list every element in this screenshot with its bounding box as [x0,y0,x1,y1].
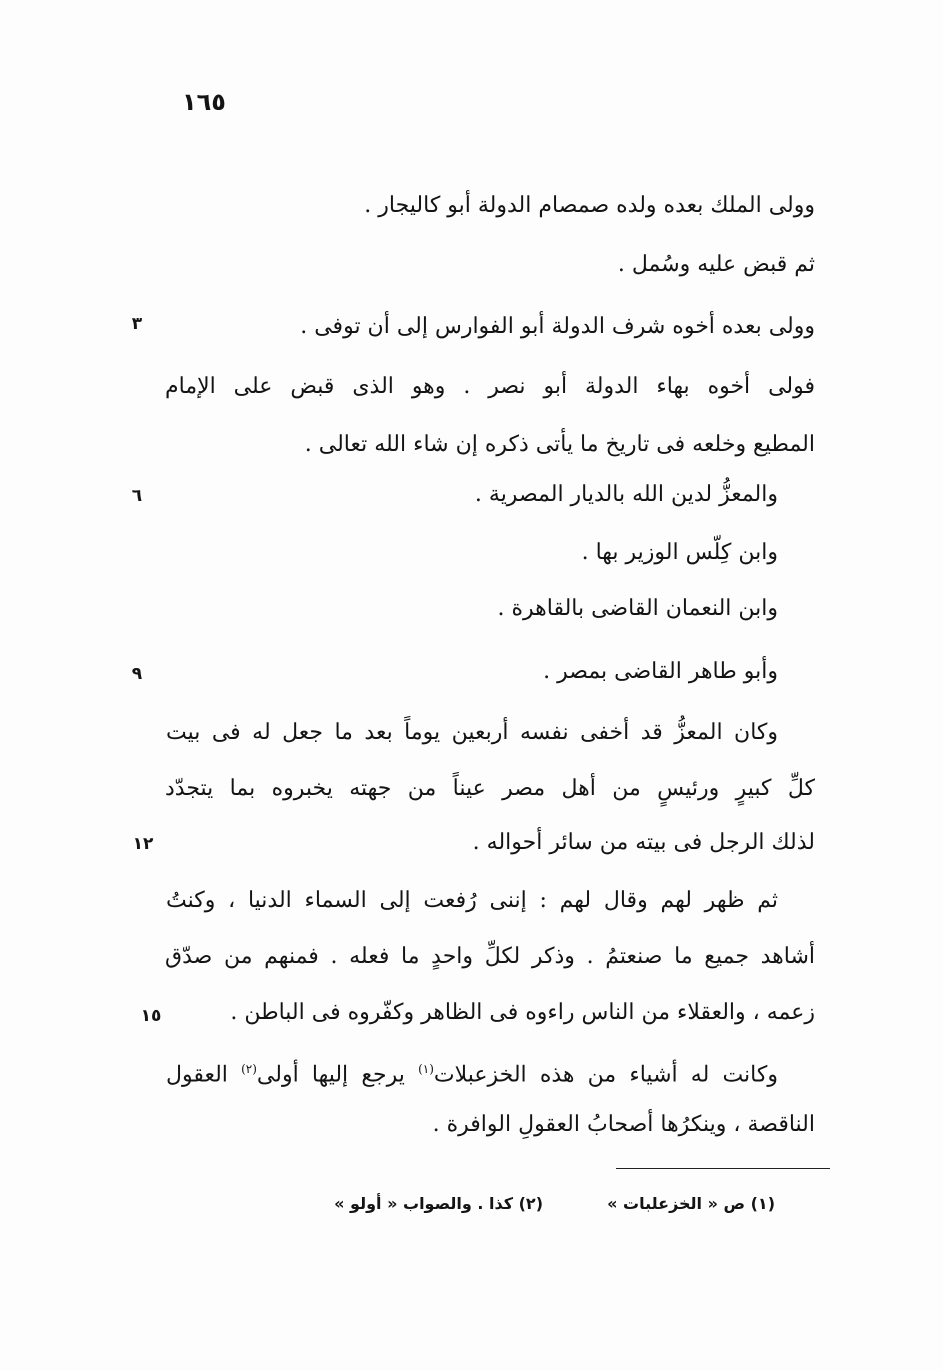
text-line: وابن النعمان القاضى بالقاهرة . [497,596,778,621]
text-line: وكان المعزُّ قد أخفى نفسه أربعين يوماً بعد ما جعل له فى بيت [166,720,778,745]
line-number-marker: ٣ [131,314,143,334]
text-line: وأبو طاهر القاضى بمصر . [543,659,778,684]
text-line-with-notes [166,1054,778,1090]
footnote: (٢) كذا . والصواب « أولو » [334,1194,543,1213]
text-line: فولى أخوه بهاء الدولة أبو نصر . وهو الذى قبض على الإمام [165,374,815,399]
text-line: الناقصة ، وينكرُها أصحابُ العقولِ الوافرة . [432,1112,815,1137]
text-line: وابن كِلّس الوزير بها . [581,540,778,565]
text-segment: يرجع إليها أولى [256,1062,405,1088]
text-line: والمعزُّ لدين الله بالديار المصرية . [474,482,778,507]
text-line: وولى بعده أخوه شرف الدولة أبو الفوارس إلى أن توفى . [300,314,815,339]
text-line: كلِّ كبيرٍ ورئيسٍ من أهل مصر عيناً من جهته يخبروه بما يتجدّد [165,776,815,801]
footnote: (١) ص « الخزعلبات » [607,1194,775,1213]
footnote-ref[interactable]: (٢) [241,1062,257,1076]
text-segment: العقول [166,1062,228,1088]
footnote-divider [616,1168,830,1169]
line-number-marker: ١٢ [132,834,154,854]
text-line: ثم قبض عليه وسُمل . [617,252,815,277]
text-segment: وكانت له أشياء من هذه الخزعبلات [433,1062,778,1088]
text-line: زعمه ، والعقلاء من الناس راءوه فى الظاهر وكفّروه فى الباطن . [230,1000,815,1025]
footnote-ref[interactable]: (١) [418,1062,434,1076]
text-line: ثم ظهر لهم وقال لهم : إننى رُفعت إلى السماء الدنيا ، وكنتُ [166,888,778,913]
line-number-marker: ٦ [131,486,143,506]
text-line: لذلك الرجل فى بيته من سائر أحواله . [472,830,815,855]
page-number: ١٦٥ [182,88,226,116]
line-number-marker: ٩ [131,664,143,684]
text-line: أشاهد جميع ما صنعتمُ . وذكر لكلِّ واحدٍ ما فعله . فمنهم من صدّق [165,944,815,969]
text-line: المطيع وخلعه فى تاريخ ما يأتى ذكره إن شاء الله تعالى . [304,432,815,457]
line-number-marker: ١٥ [140,1006,162,1026]
text-line: وولى الملك بعده ولده صمصام الدولة أبو كاليجار . [364,193,815,218]
